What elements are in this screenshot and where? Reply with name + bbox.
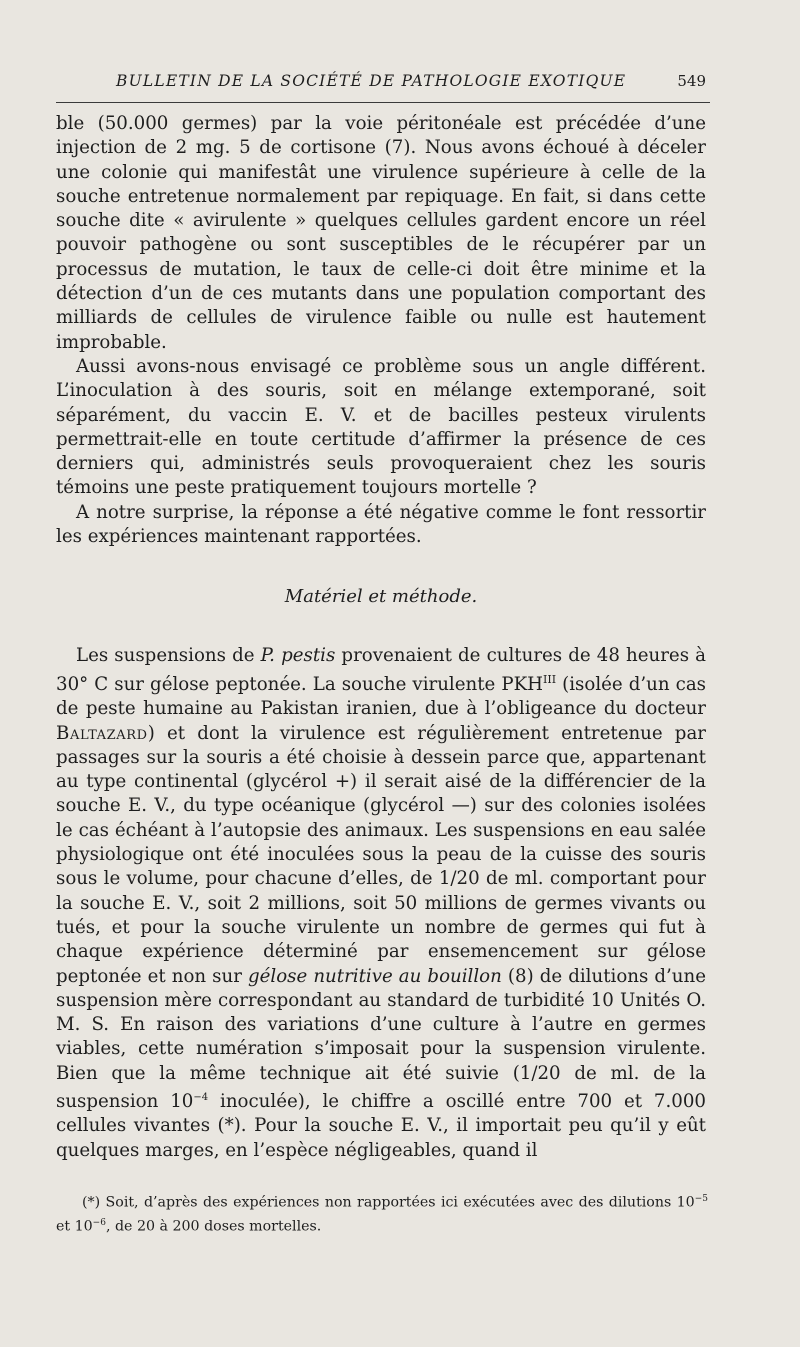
paragraph-4 [56, 644, 706, 1163]
strain-superscript: III [543, 672, 557, 686]
exponent: −4 [193, 1092, 209, 1104]
exponent: −5 [694, 1194, 708, 1204]
author-name: Baltazard [56, 722, 148, 744]
text-run: (8) de dilutions d’une suspension mère correspondant au standard de turbidité 10 Unités O. M. S. En raison des variations d’une culture à l’autre en germes viables, cette numération s’imposait pour la suspension virulente. Bien que la même technique ait été suivie (1/20 de ml. de la suspension 10 [56, 965, 706, 1113]
paragraph-1: ble (50.000 germes) par la voie péritonéale est précédée d’une injection de 2 mg. 5 de cortisone (7). Nous avons échoué à déceler une colonie qui manifestât une virulence supérieure à celle de la souche entretenue normalement par repiquage. En fait, si dans cette souche dite « avirulente » quelques cellules gardent encore un réel pouvoir pathogène ou sont susceptibles de le récupérer par un processus de mutation, le taux de celle-ci doit être minime et la détection d’un de ces mutants dans une population comportant des milliards de cellules de virulence faible ou nulle est hautement improbable. [56, 113, 706, 353]
species-name: P. pestis [260, 644, 336, 666]
text-run: inoculée), le chiffre a oscillé entre 700 et 7.000 cellules vivantes (*). Pour la souche E. V., il importait peu qu’il y eût quelques marges, en l’espèce négligeables, quand il [56, 1091, 706, 1161]
page-number: 549 [677, 72, 706, 90]
body-text [56, 112, 706, 1163]
footnote-text: et 10 [56, 1218, 93, 1235]
paragraph-2: Aussi avons-nous envisagé ce problème sous un angle différent. L’inoculation à des souris, soit en mélange extemporané, soit séparément, du vaccin E. V. et de bacilles pesteux virulents permettrait-elle en toute certitude d’affirmer la présence de ces derniers qui, administrés seuls provoqueraient chez les souris témoins une peste pratiquement toujours mortelle ? [56, 355, 706, 499]
text-run: ) et dont la virulence est régulièrement entretenue par passages sur la souris a été choisie à dessein parce que, appartenant au type continental (glycérol +) il serait aisé de la différencier de la souche E. V., du type océanique (glycérol —) sur des colonies isolées le cas échéant à l’autopsie des animaux. Les suspensions en eau salée physiologique ont été inoculées sous la peau de la cuisse des souris sous le volume, pour chacune d’elles, de 1/20 de ml. comportant pour la souche E. V., soit 2 millions, soit 50 millions de germes vivants ou tués, et pour la souche virulente un nombre de germes qui fut à chaque expérience déterminé par ensemencement sur gélose peptonée et non sur [56, 722, 706, 987]
text-run: Les suspensions de [76, 644, 261, 666]
footnote [56, 1189, 708, 1236]
exponent: −6 [92, 1217, 106, 1228]
page-header [56, 64, 710, 103]
text-run: provenaient de cultures de 48 heures à 30° C sur gélose peptonée. La souche virulente PKH [56, 644, 707, 695]
medium-name: gélose nutritive au bouillon [248, 965, 502, 987]
text-run: (isolée d’un cas de peste humaine au Pakistan iranien, due à l’obligeance du docteur [56, 674, 707, 720]
running-title: BULLETIN DE LA SOCIÉTÉ DE PATHOLOGIE EXOTIQUE [116, 72, 627, 90]
footnote-text: , de 20 à 200 doses mortelles. [105, 1218, 322, 1235]
section-heading: Matériel et méthode. [284, 586, 478, 608]
footnote-text: (*) Soit, d’après des expériences non rapportées ici exécutées avec des dilutions 10 [82, 1194, 695, 1211]
paragraph-3: A notre surprise, la réponse a été négative comme le font ressortir les expériences maintenant rapportées. [56, 501, 706, 548]
